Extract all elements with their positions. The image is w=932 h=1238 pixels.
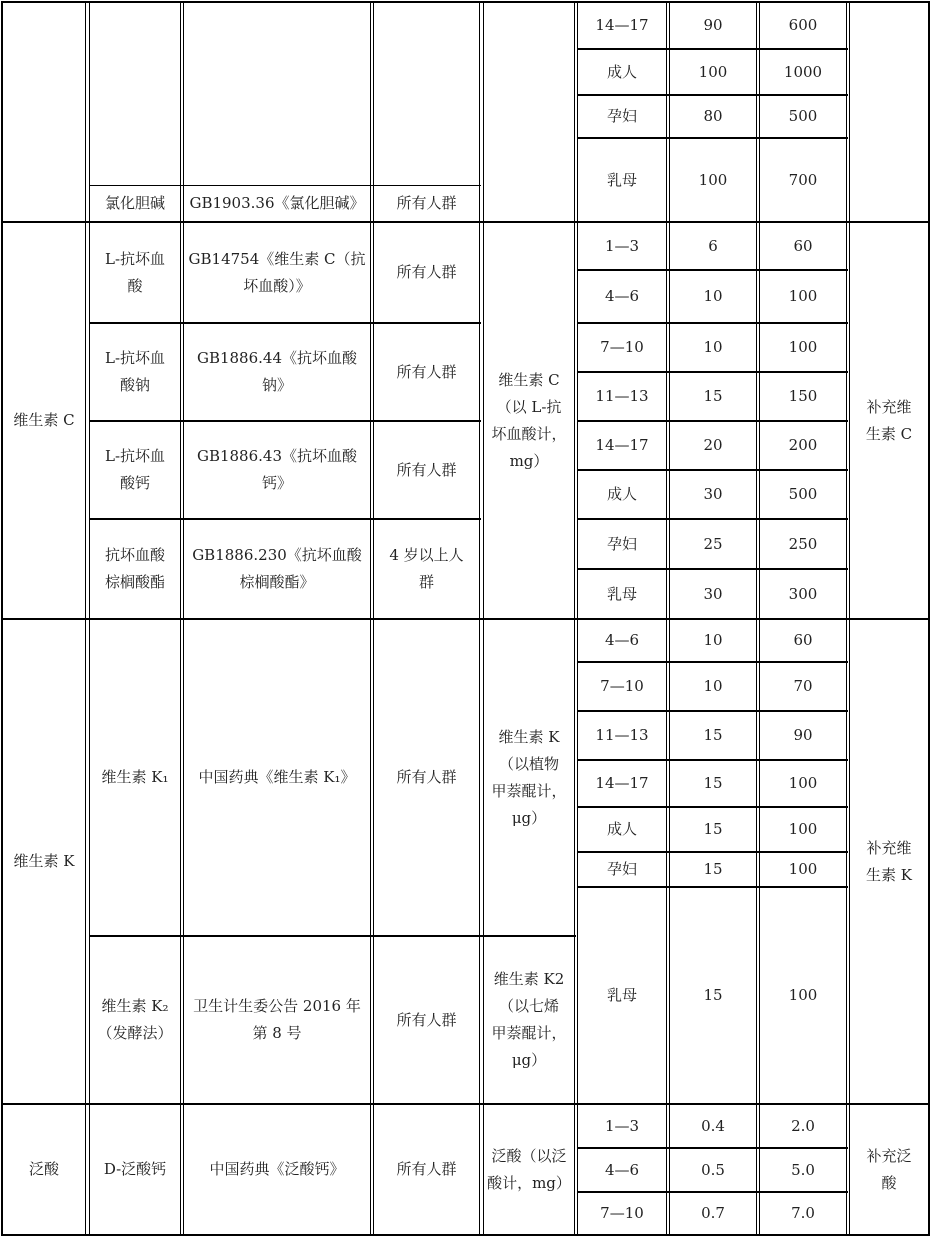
min-value: 0.7	[701, 1204, 725, 1222]
age-group: 11—13	[595, 726, 649, 744]
max-value: 100	[788, 287, 818, 305]
choline-population: 所有人群	[396, 194, 457, 212]
purpose: 补充维 生素 C	[865, 397, 913, 443]
choline-name: 氯化胆碱	[104, 194, 165, 212]
min-value: 10	[703, 631, 723, 649]
max-value: 2.0	[791, 1116, 815, 1135]
calculation-basis: 维生素 C （以 L-抗 坏血酸计， mg）	[491, 370, 567, 470]
min-value: 15	[703, 726, 723, 744]
compound-standard: GB1886.43《抗坏血酸 钙》	[196, 447, 358, 492]
age-group: 乳母	[606, 584, 637, 603]
min-value: 10	[703, 287, 723, 305]
min-value: 15	[703, 986, 723, 1004]
min-value: 15	[703, 860, 723, 878]
max-value: 700	[788, 170, 818, 189]
age-group: 成人	[606, 62, 637, 81]
compound-population: 所有人群	[396, 1160, 457, 1178]
max-value: 7.0	[791, 1204, 815, 1222]
max-value: 100	[788, 338, 818, 356]
compound-standard: 中国药典《泛酸钙》	[209, 1160, 345, 1178]
max-value: 90	[793, 726, 813, 744]
min-value: 80	[703, 107, 723, 125]
max-value: 60	[793, 631, 813, 649]
compound-name: 抗坏血酸 棕榈酸酯	[104, 546, 165, 591]
compound-standard: GB1886.44《抗坏血酸 钠》	[196, 349, 358, 394]
max-value: 100	[788, 820, 818, 838]
compound-population: 所有人群	[396, 1010, 457, 1029]
age-group: 11—13	[595, 387, 649, 405]
purpose: 补充维 生素 K	[866, 838, 912, 884]
max-value: 100	[788, 860, 818, 878]
compound-standard: GB1886.230《抗坏血酸 棕榈酸酯》	[192, 546, 362, 591]
age-group: 14—17	[595, 774, 649, 792]
category-pantothenic-acid: 泛酸	[28, 1160, 59, 1178]
max-value: 300	[788, 584, 818, 603]
age-group: 乳母	[606, 986, 637, 1004]
max-value: 60	[793, 236, 813, 255]
min-value: 0.5	[701, 1160, 725, 1179]
max-value: 70	[793, 677, 813, 695]
min-value: 15	[703, 820, 723, 838]
min-value: 30	[703, 485, 723, 503]
min-value: 100	[698, 62, 728, 81]
compound-name: 维生素 K₁	[101, 768, 169, 786]
compound-name: L-抗坏血 酸钙	[104, 447, 166, 492]
age-group: 7—10	[600, 677, 644, 695]
calculation-basis: 维生素 K2 （以七烯 甲萘醌计， μg）	[491, 970, 567, 1069]
min-value: 10	[703, 677, 723, 695]
compound-population: 所有人群	[396, 263, 457, 281]
min-value: 15	[703, 774, 723, 792]
compound-population: 所有人群	[396, 460, 457, 479]
age-group: 4—6	[604, 287, 640, 305]
age-group: 4—6	[604, 1160, 640, 1179]
category-vitamin-k: 维生素 K	[13, 852, 75, 870]
compound-population: 所有人群	[396, 362, 457, 381]
age-group: 孕妇	[606, 534, 637, 553]
age-group: 1—3	[604, 1116, 640, 1135]
age-group: 成人	[606, 820, 637, 838]
table-border-bottom	[1, 1234, 930, 1236]
compound-name: D-泛酸钙	[103, 1160, 167, 1178]
age-group: 成人	[606, 485, 637, 503]
compound-population: 所有人群	[396, 768, 457, 786]
compound-name: 维生素 K₂ （发酵法）	[97, 997, 173, 1042]
max-value: 600	[788, 16, 818, 34]
compound-population: 4 岁以上人 群	[389, 546, 464, 591]
compound-standard: GB14754《维生素 C（抗 坏血酸）》	[188, 249, 366, 295]
min-value: 90	[703, 16, 723, 34]
age-group: 14—17	[595, 436, 649, 454]
compound-standard: 中国药典《维生素 K₁》	[198, 768, 356, 786]
min-value: 10	[703, 338, 723, 356]
age-group: 4—6	[604, 631, 640, 649]
calculation-basis: 维生素 K （以植物 甲萘醌计， μg）	[491, 727, 567, 827]
min-value: 30	[703, 584, 723, 603]
max-value: 5.0	[791, 1160, 815, 1179]
age-group: 孕妇	[606, 107, 637, 125]
compound-standard: 卫生计生委公告 2016 年 第 8 号	[193, 997, 361, 1042]
min-value: 20	[703, 436, 723, 454]
age-group: 7—10	[600, 338, 644, 356]
category-vitamin-c: 维生素 C	[13, 411, 75, 429]
choline-standard: GB1903.36《氯化胆碱》	[189, 194, 365, 212]
max-value: 500	[788, 485, 818, 503]
max-value: 200	[788, 436, 818, 454]
min-value: 25	[703, 534, 723, 553]
compound-name: L-抗坏血 酸	[104, 249, 166, 295]
age-group: 14—17	[595, 16, 649, 34]
compound-name: L-抗坏血 酸钠	[104, 349, 166, 394]
age-group: 乳母	[606, 170, 637, 189]
max-value: 500	[788, 107, 818, 125]
calculation-basis: 泛酸（以泛 酸计，mg）	[487, 1146, 571, 1192]
min-value: 15	[703, 387, 723, 405]
purpose: 补充泛 酸	[866, 1146, 912, 1192]
min-value: 100	[698, 170, 728, 189]
min-value: 6	[708, 236, 718, 255]
age-group: 7—10	[600, 1204, 644, 1222]
age-group: 孕妇	[606, 860, 637, 878]
max-value: 250	[788, 534, 818, 553]
max-value: 150	[788, 387, 818, 405]
min-value: 0.4	[701, 1116, 725, 1135]
max-value: 100	[788, 774, 818, 792]
max-value: 100	[788, 986, 818, 1004]
max-value: 1000	[783, 62, 823, 81]
age-group: 1—3	[604, 236, 640, 255]
